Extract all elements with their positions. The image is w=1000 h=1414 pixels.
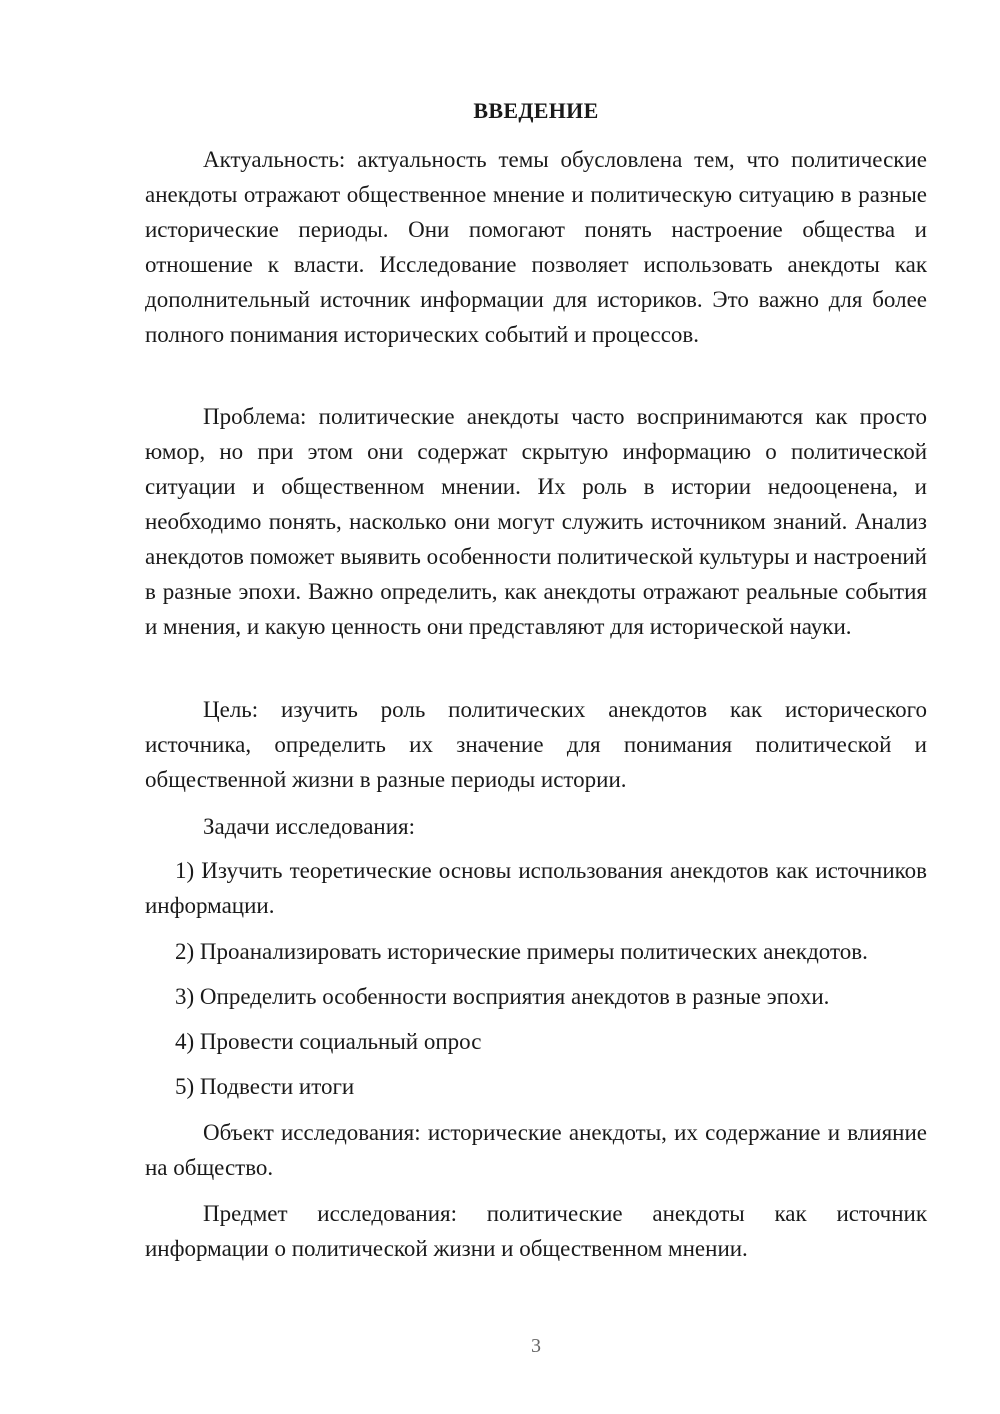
task-item-3: 3) Определить особенности восприятия анекдотов в разные эпохи.: [175, 984, 830, 1009]
task-item-4: 4) Провести социальный опрос: [175, 1029, 482, 1054]
paragraph-object: Объект исследования: исторические анекдоты, их содержание и влияние на общество.: [145, 1120, 927, 1180]
task-item-1: 1) Изучить теоретические основы использования анекдотов как источников информации.: [145, 858, 927, 918]
page-number: 3: [531, 1335, 541, 1357]
tasks-heading: Задачи исследования:: [203, 814, 416, 839]
section-title: ВВЕДЕНИЕ: [473, 98, 599, 123]
paragraph-problem: Проблема: политические анекдоты часто воспринимаются как просто юмор, но при этом они содержат скрытую информацию о политической ситуации и общественном мнении. Их роль в истории недооценена, и необходимо понять, насколько они могут служить источником знаний. Анализ анекдотов поможет выявить особенности политической культуры и настроений в разные эпохи. Важно определить, как анекдоты отражают реальные события и мнения, и какую ценность они представляют для исторической науки.: [145, 404, 927, 639]
task-item-2: 2) Проанализировать исторические примеры политических анекдотов.: [175, 939, 868, 964]
paragraph-relevance: Актуальность: актуальность темы обусловлена тем, что политические анекдоты отражают общественное мнение и политическую ситуацию в разные исторические периоды. Они помогают понять настроение общества и отношение к власти. Исследование позволяет использовать анекдоты как дополнительный источник информации для историков. Это важно для более полного понимания исторических событий и процессов.: [145, 147, 927, 347]
paragraph-subject: Предмет исследования: политические анекдоты как источник информации о политической жизни и общественном мнении.: [145, 1201, 927, 1261]
paragraph-goal: Цель: изучить роль политических анекдотов как исторического источника, определить их значение для понимания политической и общественной жизни в разные периоды истории.: [145, 697, 927, 792]
task-item-5: 5) Подвести итоги: [175, 1074, 355, 1099]
